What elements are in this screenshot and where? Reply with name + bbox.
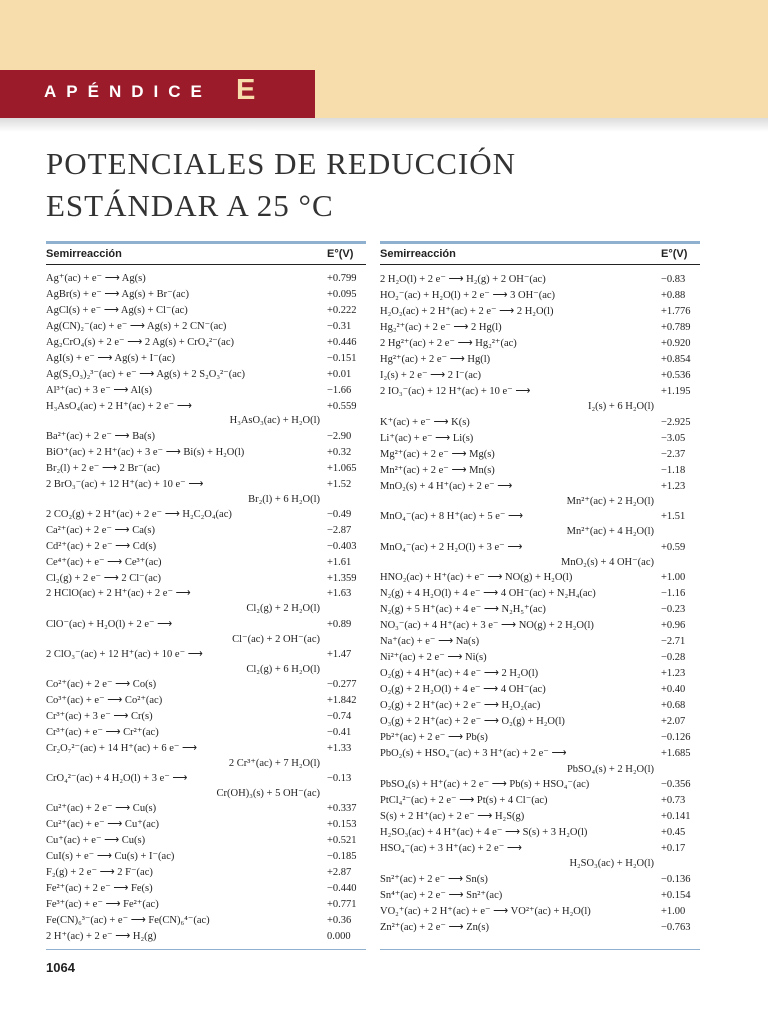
standard-potential: −0.277 <box>327 679 357 691</box>
reaction-row <box>46 618 366 648</box>
standard-potential: −0.763 <box>661 921 691 933</box>
standard-potential: −2.87 <box>327 524 352 536</box>
half-reaction: Fe³⁺(ac) + e⁻ ⟶ Fe²⁺(ac) <box>46 899 159 911</box>
reaction-row <box>46 726 366 742</box>
half-reaction-continuation: Cl₂(g) + 6 H₂O(l) <box>246 663 320 675</box>
half-reaction: 2 BrO₃⁻(ac) + 12 H⁺(ac) + 10 e⁻ ⟶ <box>46 478 204 490</box>
reaction-row <box>46 866 366 882</box>
half-reaction: Mn²⁺(ac) + 2 e⁻ ⟶ Mn(s) <box>380 464 495 476</box>
standard-potential: +0.799 <box>327 273 357 284</box>
half-reaction: Ag⁺(ac) + e⁻ ⟶ Ag(s) <box>46 273 146 284</box>
half-reaction: K⁺(ac) + e⁻ ⟶ K(s) <box>380 416 470 428</box>
reaction-row <box>380 336 700 352</box>
half-reaction: Na⁺(ac) + e⁻ ⟶ Na(s) <box>380 636 480 648</box>
reaction-row <box>46 352 366 368</box>
reaction-row <box>380 272 700 288</box>
reaction-row <box>380 888 700 904</box>
standard-potential: +1.52 <box>327 478 352 490</box>
title-line-2: ESTÁNDAR A 25 °C <box>46 188 334 223</box>
half-reaction: Hg²⁺(ac) + 2 e⁻ ⟶ Hg(l) <box>380 354 491 365</box>
standard-potential: −0.13 <box>327 773 352 785</box>
half-reaction-continuation: PbSO₄(s) + 2 H₂O(l) <box>566 763 654 775</box>
left-column-header <box>46 241 366 265</box>
half-reaction: NO₃⁻(ac) + 4 H⁺(ac) + 3 e⁻ ⟶ NO(g) + 2 H₂O(l) <box>380 620 594 632</box>
half-reaction-continuation: Mn²⁺(ac) + 2 H₂O(l) <box>566 495 654 507</box>
standard-potential: −0.41 <box>327 726 352 738</box>
standard-potential: −0.23 <box>661 604 686 616</box>
reaction-row <box>380 825 700 841</box>
half-reaction: 2 H⁺(ac) + 2 e⁻ ⟶ H₂(g) <box>46 930 157 942</box>
standard-potential: +1.00 <box>661 572 686 584</box>
half-reaction: Cl₂(g) + 2 e⁻ ⟶ 2 Cl⁻(ac) <box>46 572 162 584</box>
half-reaction: MnO₄⁻(ac) + 2 H₂O(l) + 3 e⁻ ⟶ <box>380 541 523 553</box>
standard-potential: +0.32 <box>327 446 352 458</box>
standard-potential: +0.789 <box>661 322 691 333</box>
reaction-row <box>46 898 366 914</box>
standard-potential: +1.776 <box>661 306 691 317</box>
half-reaction: Cu²⁺(ac) + 2 e⁻ ⟶ Cu(s) <box>46 803 157 815</box>
half-reaction: Ce⁴⁺(ac) + e⁻ ⟶ Ce³⁺(ac) <box>46 556 162 568</box>
half-reaction: MnO₄⁻(ac) + 8 H⁺(ac) + 5 e⁻ ⟶ <box>380 511 524 523</box>
half-reaction: Al³⁺(ac) + 3 e⁻ ⟶ Al(s) <box>46 384 153 396</box>
standard-potential: −0.151 <box>327 352 357 364</box>
half-reaction-continuation: MnO₂(s) + 4 OH⁻(ac) <box>561 557 654 569</box>
half-reaction-continuation: 2 Cr³⁺(ac) + 7 H₂O(l) <box>228 757 320 769</box>
standard-potential: −1.16 <box>661 588 686 600</box>
standard-potential: −2.37 <box>661 448 686 460</box>
half-reaction: PbSO₄(s) + H⁺(ac) + 2 e⁻ ⟶ Pb(s) + HSO₄⁻(ac) <box>380 778 590 790</box>
half-reaction: 2 HClO(ac) + 2 H⁺(ac) + 2 e⁻ ⟶ <box>46 588 191 600</box>
standard-potential: +2.87 <box>327 867 352 879</box>
reaction-row <box>380 586 700 602</box>
half-reaction-continuation: H₂SO₃(ac) + H₂O(l) <box>569 858 654 870</box>
standard-potential: 0.000 <box>327 930 351 942</box>
half-reaction: Fe²⁺(ac) + 2 e⁻ ⟶ Fe(s) <box>46 883 153 895</box>
right-column <box>380 241 700 936</box>
standard-potential: +0.222 <box>327 304 357 316</box>
standard-potential: +0.89 <box>327 618 352 630</box>
page-number: 1064 <box>46 960 75 975</box>
reaction-row <box>380 288 700 304</box>
reaction-row <box>46 540 366 556</box>
reaction-row <box>46 320 366 336</box>
standard-potential: +1.065 <box>327 462 357 474</box>
half-reaction: AgI(s) + e⁻ ⟶ Ag(s) + I⁻(ac) <box>46 352 175 364</box>
standard-potential: +0.920 <box>661 338 691 349</box>
half-reaction: Cu²⁺(ac) + e⁻ ⟶ Cu⁺(ac) <box>46 819 160 831</box>
reaction-row <box>380 809 700 825</box>
half-reaction: O₂(g) + 4 H⁺(ac) + 4 e⁻ ⟶ 2 H₂O(l) <box>380 668 539 680</box>
standard-potential: +0.36 <box>327 914 352 926</box>
standard-potential: −3.05 <box>661 432 686 444</box>
reaction-row <box>380 746 700 777</box>
left-column <box>46 241 366 946</box>
standard-potential: −2.90 <box>327 430 352 442</box>
standard-potential: −0.440 <box>327 883 357 895</box>
reaction-row <box>46 694 366 710</box>
standard-potential: −0.49 <box>327 508 352 520</box>
half-reaction: Mg²⁺(ac) + 2 e⁻ ⟶ Mg(s) <box>380 448 495 460</box>
reaction-row <box>46 384 366 400</box>
reaction-row <box>46 648 366 678</box>
half-reaction: Sn⁴⁺(ac) + 2 e⁻ ⟶ Sn²⁺(ac) <box>380 889 503 901</box>
potential-header: E°(V) <box>661 248 688 260</box>
reaction-row <box>46 288 366 304</box>
standard-potential: +0.73 <box>661 794 686 806</box>
half-reaction: 2 CO₂(g) + 2 H⁺(ac) + 2 e⁻ ⟶ H₂C₂O₄(ac) <box>46 508 232 520</box>
half-reaction: H₂SO₃(ac) + 4 H⁺(ac) + 4 e⁻ ⟶ S(s) + 3 H₂O(l) <box>380 826 588 838</box>
reaction-row <box>380 714 700 730</box>
half-reaction-continuation: H₃AsO₃(ac) + H₂O(l) <box>229 415 320 427</box>
reaction-row <box>46 930 366 946</box>
half-reaction: N₂(g) + 4 H₂O(l) + 4 e⁻ ⟶ 4 OH⁻(ac) + N₂H₄(ac) <box>380 588 596 600</box>
standard-potential: +0.854 <box>661 354 691 365</box>
standard-potential: −0.74 <box>327 711 352 723</box>
reaction-header: Semirreacción <box>380 248 456 260</box>
half-reaction: Sn²⁺(ac) + 2 e⁻ ⟶ Sn(s) <box>380 873 488 885</box>
half-reaction: S(s) + 2 H⁺(ac) + 2 e⁻ ⟶ H₂S(g) <box>380 810 525 822</box>
half-reaction: 2 Hg²⁺(ac) + 2 e⁻ ⟶ Hg₂²⁺(ac) <box>380 338 517 349</box>
standard-potential: +0.88 <box>661 290 686 301</box>
standard-potential: +0.446 <box>327 336 357 348</box>
reaction-row <box>380 793 700 809</box>
standard-potential: +1.359 <box>327 572 357 584</box>
standard-potential: +1.00 <box>661 905 686 917</box>
standard-potential: +0.68 <box>661 700 686 712</box>
reaction-row <box>46 587 366 617</box>
standard-potential: +2.07 <box>661 716 686 728</box>
standard-potential: +1.51 <box>661 511 686 523</box>
standard-potential: +1.23 <box>661 480 686 492</box>
reaction-row <box>46 914 366 930</box>
reaction-row <box>380 368 700 384</box>
standard-potential: +1.195 <box>661 386 691 397</box>
half-reaction: Br₂(l) + 2 e⁻ ⟶ 2 Br⁻(ac) <box>46 462 160 474</box>
reaction-row <box>46 478 366 508</box>
half-reaction: Pb²⁺(ac) + 2 e⁻ ⟶ Pb(s) <box>380 732 488 744</box>
standard-potential: +0.40 <box>661 684 686 696</box>
reaction-row <box>46 524 366 540</box>
standard-potential: −2.71 <box>661 636 686 648</box>
half-reaction: Ag₂CrO₄(s) + 2 e⁻ ⟶ 2 Ag(s) + CrO₄²⁻(ac) <box>46 336 234 348</box>
reaction-row <box>380 904 700 920</box>
standard-potential: +0.771 <box>327 899 357 911</box>
bottom-rule <box>46 949 366 950</box>
standard-potential: +0.521 <box>327 835 357 847</box>
reaction-row <box>380 682 700 698</box>
header-shadow <box>0 118 768 132</box>
reaction-row <box>46 272 366 288</box>
bottom-rule <box>380 949 700 950</box>
reaction-header: Semirreacción <box>46 248 122 260</box>
reaction-row <box>380 540 700 571</box>
reaction-row <box>380 431 700 447</box>
half-reaction: F₂(g) + 2 e⁻ ⟶ 2 F⁻(ac) <box>46 867 153 879</box>
standard-potential: +1.63 <box>327 588 352 600</box>
half-reaction: 2 IO₃⁻(ac) + 12 H⁺(ac) + 10 e⁻ ⟶ <box>380 386 531 397</box>
half-reaction-continuation: Br₂(l) + 6 H₂O(l) <box>248 493 320 505</box>
half-reaction: Cr₂O₇²⁻(ac) + 14 H⁺(ac) + 6 e⁻ ⟶ <box>46 742 198 754</box>
half-reaction-continuation: Cl₂(g) + 2 H₂O(l) <box>246 603 320 615</box>
reaction-row <box>380 698 700 714</box>
half-reaction: VO₂⁺(ac) + 2 H⁺(ac) + e⁻ ⟶ VO²⁺(ac) + H₂O(l) <box>380 905 591 917</box>
half-reaction: Ni²⁺(ac) + 2 e⁻ ⟶ Ni(s) <box>380 652 487 664</box>
reaction-row <box>380 304 700 320</box>
half-reaction: MnO₂(s) + 4 H⁺(ac) + 2 e⁻ ⟶ <box>380 480 513 492</box>
right-column-header <box>380 241 700 265</box>
half-reaction: PbO₂(s) + HSO₄⁻(ac) + 3 H⁺(ac) + 2 e⁻ ⟶ <box>380 748 567 760</box>
reaction-row <box>46 882 366 898</box>
reaction-row <box>46 772 366 802</box>
reaction-row <box>380 570 700 586</box>
reaction-row <box>380 650 700 666</box>
reaction-row <box>380 447 700 463</box>
half-reaction: HSO₄⁻(ac) + 3 H⁺(ac) + 2 e⁻ ⟶ <box>380 842 522 854</box>
reaction-row <box>380 320 700 336</box>
standard-potential: −2.925 <box>661 416 691 428</box>
standard-potential: +0.96 <box>661 620 686 632</box>
half-reaction: I₂(s) + 2 e⁻ ⟶ 2 I⁻(ac) <box>380 370 482 381</box>
reaction-row <box>46 850 366 866</box>
half-reaction: 2 ClO₃⁻(ac) + 12 H⁺(ac) + 10 e⁻ ⟶ <box>46 648 203 660</box>
reaction-row <box>46 572 366 588</box>
standard-potential: +0.095 <box>327 288 357 300</box>
standard-potential: +1.33 <box>327 742 352 754</box>
half-reaction: Co²⁺(ac) + 2 e⁻ ⟶ Co(s) <box>46 679 157 691</box>
appendix-label: APÉNDICE <box>44 82 212 101</box>
right-rows <box>380 272 700 936</box>
reaction-row <box>380 509 700 540</box>
half-reaction: Ba²⁺(ac) + 2 e⁻ ⟶ Ba(s) <box>46 430 155 442</box>
half-reaction: Fe(CN)₆³⁻(ac) + e⁻ ⟶ Fe(CN)₆⁴⁻(ac) <box>46 914 210 926</box>
half-reaction-continuation: I₂(s) + 6 H₂O(l) <box>587 401 654 413</box>
standard-potential: −0.31 <box>327 320 352 332</box>
potential-header: E°(V) <box>327 248 354 260</box>
reaction-row <box>380 920 700 936</box>
half-reaction: Ag(S₂O₃)₂³⁻(ac) + e⁻ ⟶ Ag(s) + 2 S₂O₃²⁻(ac) <box>46 368 246 380</box>
left-rows <box>46 272 366 946</box>
half-reaction: Hg₂²⁺(ac) + 2 e⁻ ⟶ 2 Hg(l) <box>380 322 502 333</box>
reaction-row <box>46 508 366 524</box>
reaction-row <box>46 818 366 834</box>
reaction-row <box>380 841 700 872</box>
reaction-row <box>46 462 366 478</box>
reaction-row <box>380 479 700 510</box>
standard-potential: +1.23 <box>661 668 686 680</box>
reaction-row <box>380 602 700 618</box>
reaction-row <box>380 872 700 888</box>
title-line-1: POTENCIALES DE REDUCCIÓN <box>46 146 517 181</box>
reaction-row <box>46 834 366 850</box>
reaction-row <box>380 666 700 682</box>
half-reaction: Co³⁺(ac) + e⁻ ⟶ Co²⁺(ac) <box>46 695 163 707</box>
half-reaction: CuI(s) + e⁻ ⟶ Cu(s) + I⁻(ac) <box>46 851 175 863</box>
reaction-row <box>380 777 700 793</box>
standard-potential: −0.136 <box>661 873 691 885</box>
standard-potential: +0.154 <box>661 889 691 901</box>
reaction-row <box>380 463 700 479</box>
reaction-row <box>380 352 700 368</box>
standard-potential: +0.337 <box>327 803 357 815</box>
standard-potential: −1.18 <box>661 464 686 476</box>
standard-potential: −1.66 <box>327 384 352 396</box>
half-reaction: Cr³⁺(ac) + 3 e⁻ ⟶ Cr(s) <box>46 711 153 723</box>
standard-potential: −0.185 <box>327 851 357 863</box>
reaction-row <box>380 384 700 415</box>
reaction-row <box>380 634 700 650</box>
standard-potential: −0.356 <box>661 778 691 790</box>
reaction-row <box>46 430 366 446</box>
standard-potential: +1.61 <box>327 556 352 568</box>
reaction-row <box>46 742 366 772</box>
standard-potential: −0.126 <box>661 732 691 744</box>
reaction-row <box>380 415 700 431</box>
half-reaction: Li⁺(ac) + e⁻ ⟶ Li(s) <box>380 432 474 444</box>
half-reaction: ClO⁻(ac) + H₂O(l) + 2 e⁻ ⟶ <box>46 618 173 630</box>
half-reaction: Cr³⁺(ac) + e⁻ ⟶ Cr²⁺(ac) <box>46 726 159 738</box>
standard-potential: +1.47 <box>327 648 352 660</box>
standard-potential: +0.45 <box>661 826 686 838</box>
standard-potential: +1.685 <box>661 748 691 760</box>
half-reaction-continuation: Mn²⁺(ac) + 4 H₂O(l) <box>566 526 654 538</box>
half-reaction: H₂O₂(ac) + 2 H⁺(ac) + 2 e⁻ ⟶ 2 H₂O(l) <box>380 306 554 317</box>
standard-potential: −0.83 <box>661 274 686 285</box>
standard-potential: +0.17 <box>661 842 686 854</box>
standard-potential: +0.01 <box>327 368 352 380</box>
reaction-row <box>46 556 366 572</box>
standard-potential: −0.28 <box>661 652 686 664</box>
half-reaction-continuation: Cl⁻(ac) + 2 OH⁻(ac) <box>232 633 320 645</box>
half-reaction: AgCl(s) + e⁻ ⟶ Ag(s) + Cl⁻(ac) <box>46 304 188 316</box>
standard-potential: +1.842 <box>327 695 357 707</box>
reaction-row <box>46 678 366 694</box>
appendix-letter: E <box>236 74 256 106</box>
half-reaction: PtCl₄²⁻(ac) + 2 e⁻ ⟶ Pt(s) + 4 Cl⁻(ac) <box>380 794 548 806</box>
standard-potential: +0.141 <box>661 810 691 822</box>
standard-potential: −0.403 <box>327 540 357 552</box>
reaction-row <box>46 400 366 430</box>
half-reaction: Zn²⁺(ac) + 2 e⁻ ⟶ Zn(s) <box>380 921 489 933</box>
reaction-row <box>46 446 366 462</box>
half-reaction: HNO₂(ac) + H⁺(ac) + e⁻ ⟶ NO(g) + H₂O(l) <box>380 572 573 584</box>
half-reaction: Cd²⁺(ac) + 2 e⁻ ⟶ Cd(s) <box>46 540 157 552</box>
reaction-row <box>46 802 366 818</box>
reaction-row <box>46 368 366 384</box>
half-reaction: Cu⁺(ac) + e⁻ ⟶ Cu(s) <box>46 835 146 847</box>
half-reaction: O₃(g) + 2 H⁺(ac) + 2 e⁻ ⟶ O₂(g) + H₂O(l) <box>380 716 565 728</box>
half-reaction: Ag(CN)₂⁻(ac) + e⁻ ⟶ Ag(s) + 2 CN⁻(ac) <box>46 320 227 332</box>
standard-potential: +0.59 <box>661 541 686 553</box>
half-reaction: N₂(g) + 5 H⁺(ac) + 4 e⁻ ⟶ N₂H₅⁺(ac) <box>380 604 546 616</box>
half-reaction: 2 H₂O(l) + 2 e⁻ ⟶ H₂(g) + 2 OH⁻(ac) <box>380 274 546 285</box>
half-reaction: AgBr(s) + e⁻ ⟶ Ag(s) + Br⁻(ac) <box>46 288 189 300</box>
standard-potential: +0.559 <box>327 400 357 412</box>
reaction-row <box>46 710 366 726</box>
reaction-row <box>380 618 700 634</box>
half-reaction: CrO₄²⁻(ac) + 4 H₂O(l) + 3 e⁻ ⟶ <box>46 773 188 785</box>
reaction-row <box>380 730 700 746</box>
page-title <box>46 143 516 227</box>
half-reaction: H₃AsO₄(ac) + 2 H⁺(ac) + 2 e⁻ ⟶ <box>46 400 192 412</box>
half-reaction-continuation: Cr(OH)₃(s) + 5 OH⁻(ac) <box>216 788 320 800</box>
half-reaction: O₂(g) + 2 H⁺(ac) + 2 e⁻ ⟶ H₂O₂(ac) <box>380 700 541 712</box>
half-reaction: BiO⁺(ac) + 2 H⁺(ac) + 3 e⁻ ⟶ Bi(s) + H₂O(l) <box>46 446 245 458</box>
reaction-row <box>46 304 366 320</box>
half-reaction: HO₂⁻(ac) + H₂O(l) + 2 e⁻ ⟶ 3 OH⁻(ac) <box>380 290 556 301</box>
half-reaction: Ca²⁺(ac) + 2 e⁻ ⟶ Ca(s) <box>46 524 155 536</box>
half-reaction: O₂(g) + 2 H₂O(l) + 4 e⁻ ⟶ 4 OH⁻(ac) <box>380 684 546 696</box>
reaction-row <box>46 336 366 352</box>
standard-potential: +0.536 <box>661 370 691 381</box>
standard-potential: +0.153 <box>327 819 357 831</box>
